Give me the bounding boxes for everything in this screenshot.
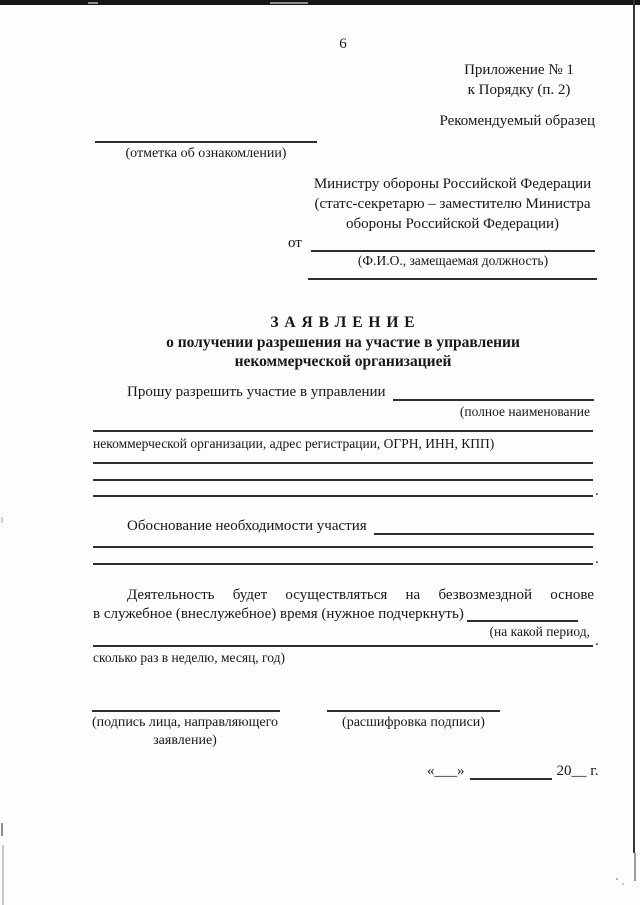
request-caption-line2: некоммерческой организации, адрес регистрации, ОГРН, ИНН, КПП): [93, 436, 495, 451]
activity-line2: в служебное (внеслужебное) время (нужное подчеркнуть): [93, 606, 464, 622]
period-caption-line2: сколько раз в неделю, месяц, год): [93, 650, 285, 665]
recommended-sample-note: Рекомендуемый образец: [439, 113, 595, 129]
fill-line: [93, 479, 593, 481]
fill-line: [93, 645, 593, 647]
from-fill-line-2: [308, 278, 597, 280]
scan-artifact-right-edge-line: [633, 0, 635, 853]
request-row: [93, 385, 594, 402]
period-mark: .: [595, 483, 599, 499]
fill-line: [93, 563, 593, 565]
signature-left-caption-line1: (подпись лица, направляющего: [91, 715, 279, 730]
activity-line1: Деятельность будет осуществляться на безвозмездной основе: [127, 587, 594, 603]
page-number: 6: [339, 36, 347, 52]
acknowledgment-fill-line: [95, 141, 317, 143]
from-caption: (Ф.И.О., замещаемая должность): [357, 253, 549, 268]
statement-title-line1: З А Я В Л Е Н И Е: [270, 314, 416, 331]
date-day-part: «___»: [427, 763, 465, 779]
from-fill-line: [311, 250, 595, 252]
scan-artifact-top-notch: [270, 2, 308, 4]
period-caption-line1: (на какой период,: [489, 624, 590, 639]
date-month-fill-line: [470, 764, 552, 780]
appendix-note-line2: к Порядку (п. 2): [467, 82, 571, 98]
date-row: [427, 762, 598, 781]
period-mark: .: [595, 551, 599, 567]
scan-artifact-speck: [622, 883, 624, 885]
request-caption-line1: (полное наименование: [459, 404, 590, 419]
addressee-line3: обороны Российской Федерации): [346, 216, 559, 232]
fill-line: [93, 495, 593, 497]
underline-choice-fill-line: [467, 620, 578, 622]
justification-text: Обоснование необходимости участия: [127, 518, 367, 535]
scan-artifact-left-dash: [1, 823, 3, 836]
request-text: Прошу разрешить участие в управлении: [127, 384, 386, 401]
addressee-block: [308, 174, 597, 234]
request-fill-line: [393, 385, 594, 401]
from-label: от: [288, 235, 302, 251]
signature-name-fill-line: [327, 710, 500, 712]
statement-title-line3: некоммерческой организацией: [234, 353, 452, 370]
period-mark: .: [595, 633, 599, 649]
scan-artifact-top-notch: [88, 2, 98, 4]
fill-line: [93, 430, 593, 432]
statement-title-line2: о получении разрешения на участие в управлении: [166, 333, 520, 351]
scan-artifact-left-dash: [1, 517, 3, 523]
acknowledgment-caption: (отметка об ознакомлении): [125, 146, 287, 161]
scan-artifact-speck: [616, 878, 618, 880]
signature-fill-line: [92, 710, 280, 712]
appendix-note-line1: Приложение № 1: [464, 62, 574, 78]
fill-line: [93, 546, 593, 548]
fill-line: [93, 462, 593, 464]
signature-left-caption: [85, 714, 285, 750]
addressee-line2: (статс-секретарю – заместителю Министра: [314, 196, 591, 212]
signature-right-caption: (расшифровка подписи): [342, 715, 485, 730]
statement-title: [93, 313, 593, 372]
date-year-part: 20__ г.: [556, 763, 599, 779]
addressee-line1: Министру обороны Российской Федерации: [313, 176, 592, 192]
scan-artifact-left-edge-line: [2, 845, 4, 905]
appendix-note: [419, 60, 619, 100]
justification-row: [93, 519, 594, 536]
signature-left-caption-line2: заявление): [153, 733, 217, 748]
justification-fill-line: [374, 519, 594, 535]
scan-artifact-right-edge-line-fade: [634, 853, 636, 881]
